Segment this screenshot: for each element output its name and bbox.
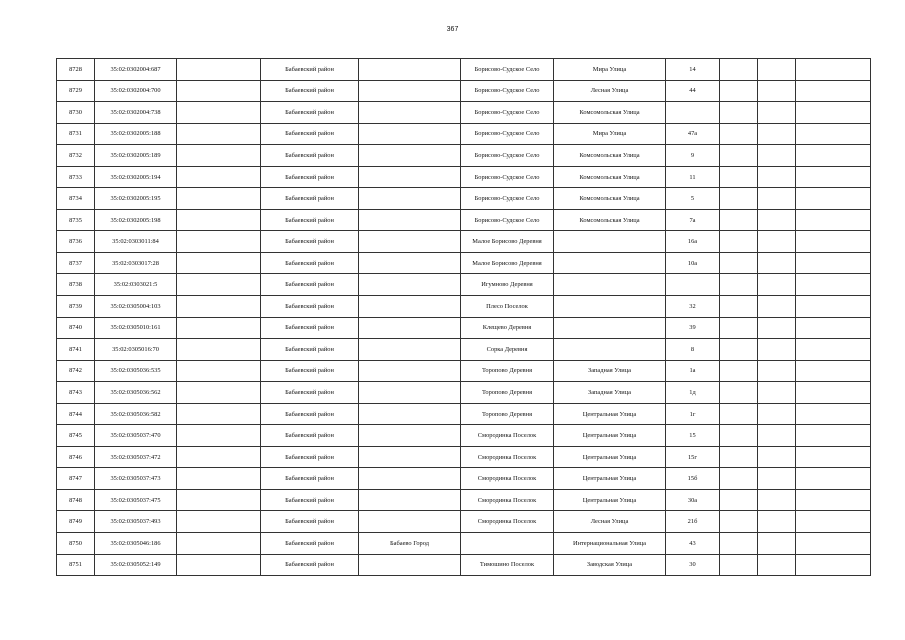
row-number-cell: 8750 — [57, 533, 95, 555]
house-number-cell: 47а — [666, 123, 720, 145]
cadastral-number-cell: 35:02:0302005:194 — [95, 166, 177, 188]
house-number-cell: 15 — [666, 425, 720, 447]
district-cell: Бабаевский район — [261, 382, 359, 404]
empty-cell — [177, 533, 261, 555]
street-cell: Западная Улица — [554, 382, 666, 404]
district-cell: Бабаевский район — [261, 296, 359, 318]
empty-cell — [758, 339, 796, 361]
empty-cell — [758, 489, 796, 511]
empty-cell — [796, 317, 871, 339]
row-number-cell: 8735 — [57, 209, 95, 231]
cadastral-number-cell: 35:02:0305037:493 — [95, 511, 177, 533]
empty-cell — [758, 166, 796, 188]
city-cell — [359, 145, 461, 167]
row-number-cell: 8739 — [57, 296, 95, 318]
empty-cell — [177, 468, 261, 490]
street-cell: Лесная Улица — [554, 511, 666, 533]
district-cell: Бабаевский район — [261, 102, 359, 124]
empty-cell — [720, 446, 758, 468]
empty-cell — [758, 102, 796, 124]
locality-cell: Малое Борисово Деревня — [461, 252, 554, 274]
cadastral-number-cell: 35:02:0305036:582 — [95, 403, 177, 425]
empty-cell — [796, 468, 871, 490]
empty-cell — [720, 511, 758, 533]
empty-cell — [720, 102, 758, 124]
district-cell: Бабаевский район — [261, 188, 359, 210]
locality-cell: Игумново Деревня — [461, 274, 554, 296]
locality-cell: Смородинка Поселок — [461, 468, 554, 490]
locality-cell: Смородинка Поселок — [461, 425, 554, 447]
empty-cell — [720, 145, 758, 167]
table-row — [57, 296, 871, 318]
district-cell: Бабаевский район — [261, 360, 359, 382]
empty-cell — [720, 209, 758, 231]
empty-cell — [720, 489, 758, 511]
city-cell — [359, 554, 461, 576]
city-cell — [359, 425, 461, 447]
district-cell: Бабаевский район — [261, 403, 359, 425]
table-row — [57, 252, 871, 274]
house-number-cell: 15б — [666, 468, 720, 490]
district-cell: Бабаевский район — [261, 274, 359, 296]
empty-cell — [758, 59, 796, 81]
empty-cell — [796, 188, 871, 210]
empty-cell — [758, 425, 796, 447]
empty-cell — [177, 188, 261, 210]
locality-cell: Смородинка Поселок — [461, 446, 554, 468]
empty-cell — [758, 468, 796, 490]
city-cell — [359, 403, 461, 425]
cadastral-number-cell: 35:02:0302005:195 — [95, 188, 177, 210]
locality-cell: Смородинка Поселок — [461, 489, 554, 511]
city-cell — [359, 209, 461, 231]
empty-cell — [796, 403, 871, 425]
cadastral-number-cell: 35:02:0302004:738 — [95, 102, 177, 124]
city-cell — [359, 166, 461, 188]
district-cell: Бабаевский район — [261, 339, 359, 361]
row-number-cell: 8749 — [57, 511, 95, 533]
row-number-cell: 8729 — [57, 80, 95, 102]
locality-cell — [461, 533, 554, 555]
empty-cell — [758, 554, 796, 576]
empty-cell — [177, 296, 261, 318]
empty-cell — [796, 209, 871, 231]
empty-cell — [177, 489, 261, 511]
house-number-cell: 7а — [666, 209, 720, 231]
empty-cell — [720, 274, 758, 296]
cadastral-number-cell: 35:02:0305037:470 — [95, 425, 177, 447]
street-cell: Интернациональная Улица — [554, 533, 666, 555]
locality-cell: Смородинка Поселок — [461, 511, 554, 533]
empty-cell — [720, 123, 758, 145]
locality-cell: Борисово-Судское Село — [461, 59, 554, 81]
street-cell: Комсомольская Улица — [554, 166, 666, 188]
empty-cell — [796, 446, 871, 468]
city-cell — [359, 360, 461, 382]
empty-cell — [796, 252, 871, 274]
empty-cell — [796, 360, 871, 382]
empty-cell — [758, 145, 796, 167]
street-cell: Центральная Улица — [554, 489, 666, 511]
row-number-cell: 8746 — [57, 446, 95, 468]
table-row — [57, 123, 871, 145]
empty-cell — [758, 382, 796, 404]
empty-cell — [758, 446, 796, 468]
street-cell: Мира Улица — [554, 123, 666, 145]
street-cell: Лесная Улица — [554, 80, 666, 102]
cadastral-number-cell: 35:02:0302004:687 — [95, 59, 177, 81]
table-row — [57, 446, 871, 468]
empty-cell — [796, 489, 871, 511]
empty-cell — [177, 425, 261, 447]
row-number-cell: 8736 — [57, 231, 95, 253]
registry-table — [56, 58, 871, 576]
empty-cell — [758, 274, 796, 296]
empty-cell — [177, 123, 261, 145]
empty-cell — [177, 274, 261, 296]
row-number-cell: 8731 — [57, 123, 95, 145]
street-cell: Западная Улица — [554, 360, 666, 382]
district-cell: Бабаевский район — [261, 446, 359, 468]
street-cell: Комсомольская Улица — [554, 188, 666, 210]
empty-cell — [720, 296, 758, 318]
table-row — [57, 382, 871, 404]
empty-cell — [720, 166, 758, 188]
house-number-cell: 1а — [666, 360, 720, 382]
cadastral-number-cell: 35:02:0302005:188 — [95, 123, 177, 145]
empty-cell — [796, 166, 871, 188]
empty-cell — [720, 80, 758, 102]
district-cell: Бабаевский район — [261, 317, 359, 339]
empty-cell — [177, 209, 261, 231]
house-number-cell: 16а — [666, 231, 720, 253]
table-row — [57, 425, 871, 447]
locality-cell: Торопово Деревня — [461, 403, 554, 425]
city-cell — [359, 252, 461, 274]
locality-cell: Тимошино Поселок — [461, 554, 554, 576]
city-cell: Бабаево Город — [359, 533, 461, 555]
empty-cell — [177, 59, 261, 81]
table-row — [57, 145, 871, 167]
house-number-cell: 15г — [666, 446, 720, 468]
city-cell — [359, 231, 461, 253]
row-number-cell: 8741 — [57, 339, 95, 361]
row-number-cell: 8733 — [57, 166, 95, 188]
empty-cell — [796, 382, 871, 404]
cadastral-number-cell: 35:02:0303017:28 — [95, 252, 177, 274]
empty-cell — [177, 360, 261, 382]
empty-cell — [177, 511, 261, 533]
empty-cell — [796, 511, 871, 533]
house-number-cell: 5 — [666, 188, 720, 210]
table-row — [57, 231, 871, 253]
district-cell: Бабаевский район — [261, 468, 359, 490]
house-number-cell: 39 — [666, 317, 720, 339]
empty-cell — [758, 317, 796, 339]
cadastral-number-cell: 35:02:0302004:700 — [95, 80, 177, 102]
empty-cell — [720, 533, 758, 555]
empty-cell — [177, 339, 261, 361]
street-cell — [554, 317, 666, 339]
street-cell: Заводская Улица — [554, 554, 666, 576]
empty-cell — [796, 80, 871, 102]
district-cell: Бабаевский район — [261, 209, 359, 231]
street-cell: Центральная Улица — [554, 446, 666, 468]
row-number-cell: 8742 — [57, 360, 95, 382]
district-cell: Бабаевский район — [261, 511, 359, 533]
empty-cell — [796, 425, 871, 447]
cadastral-number-cell: 35:02:0303011:84 — [95, 231, 177, 253]
empty-cell — [177, 80, 261, 102]
table-row — [57, 554, 871, 576]
house-number-cell: 10а — [666, 252, 720, 274]
empty-cell — [177, 166, 261, 188]
locality-cell: Борисово-Судское Село — [461, 188, 554, 210]
row-number-cell: 8744 — [57, 403, 95, 425]
row-number-cell: 8745 — [57, 425, 95, 447]
empty-cell — [758, 533, 796, 555]
table-row — [57, 489, 871, 511]
house-number-cell: 11 — [666, 166, 720, 188]
district-cell: Бабаевский район — [261, 231, 359, 253]
district-cell: Бабаевский район — [261, 554, 359, 576]
table-body — [57, 59, 871, 576]
district-cell: Бабаевский район — [261, 123, 359, 145]
locality-cell: Малое Борисово Деревня — [461, 231, 554, 253]
house-number-cell: 44 — [666, 80, 720, 102]
locality-cell: Борисово-Судское Село — [461, 209, 554, 231]
street-cell: Комсомольская Улица — [554, 102, 666, 124]
house-number-cell: 1г — [666, 403, 720, 425]
empty-cell — [758, 511, 796, 533]
empty-cell — [720, 317, 758, 339]
empty-cell — [758, 296, 796, 318]
empty-cell — [758, 123, 796, 145]
house-number-cell: 8 — [666, 339, 720, 361]
district-cell: Бабаевский район — [261, 533, 359, 555]
table-row — [57, 274, 871, 296]
table-row — [57, 511, 871, 533]
table-row — [57, 188, 871, 210]
locality-cell: Сорка Деревня — [461, 339, 554, 361]
table-row — [57, 166, 871, 188]
street-cell: Комсомольская Улица — [554, 209, 666, 231]
street-cell: Центральная Улица — [554, 468, 666, 490]
district-cell: Бабаевский район — [261, 425, 359, 447]
street-cell — [554, 296, 666, 318]
city-cell — [359, 382, 461, 404]
city-cell — [359, 339, 461, 361]
empty-cell — [796, 145, 871, 167]
empty-cell — [758, 252, 796, 274]
empty-cell — [796, 554, 871, 576]
empty-cell — [177, 446, 261, 468]
row-number-cell: 8728 — [57, 59, 95, 81]
table-row — [57, 102, 871, 124]
cadastral-number-cell: 35:02:0305037:472 — [95, 446, 177, 468]
cadastral-number-cell: 35:02:0305004:103 — [95, 296, 177, 318]
cadastral-number-cell: 35:02:0302005:189 — [95, 145, 177, 167]
empty-cell — [720, 403, 758, 425]
house-number-cell — [666, 102, 720, 124]
cadastral-number-cell: 35:02:0305036:562 — [95, 382, 177, 404]
empty-cell — [720, 360, 758, 382]
table-row — [57, 533, 871, 555]
row-number-cell: 8748 — [57, 489, 95, 511]
table-row — [57, 80, 871, 102]
street-cell — [554, 252, 666, 274]
row-number-cell: 8740 — [57, 317, 95, 339]
empty-cell — [177, 145, 261, 167]
street-cell — [554, 274, 666, 296]
house-number-cell: 21б — [666, 511, 720, 533]
cadastral-number-cell: 35:02:0305037:475 — [95, 489, 177, 511]
cadastral-number-cell: 35:02:0305036:535 — [95, 360, 177, 382]
district-cell: Бабаевский район — [261, 80, 359, 102]
locality-cell: Борисово-Судское Село — [461, 166, 554, 188]
empty-cell — [720, 59, 758, 81]
empty-cell — [720, 339, 758, 361]
empty-cell — [720, 382, 758, 404]
empty-cell — [720, 252, 758, 274]
empty-cell — [758, 231, 796, 253]
empty-cell — [796, 59, 871, 81]
cadastral-number-cell: 35:02:0302005:198 — [95, 209, 177, 231]
cadastral-number-cell: 35:02:0305037:473 — [95, 468, 177, 490]
table-row — [57, 339, 871, 361]
city-cell — [359, 59, 461, 81]
cadastral-number-cell: 35:02:0305016:70 — [95, 339, 177, 361]
locality-cell: Борисово-Судское Село — [461, 123, 554, 145]
house-number-cell: 30а — [666, 489, 720, 511]
empty-cell — [796, 296, 871, 318]
locality-cell: Борисово-Судское Село — [461, 102, 554, 124]
empty-cell — [720, 554, 758, 576]
row-number-cell: 8730 — [57, 102, 95, 124]
district-cell: Бабаевский район — [261, 145, 359, 167]
empty-cell — [796, 123, 871, 145]
house-number-cell — [666, 274, 720, 296]
empty-cell — [177, 554, 261, 576]
city-cell — [359, 511, 461, 533]
empty-cell — [177, 403, 261, 425]
city-cell — [359, 123, 461, 145]
row-number-cell: 8743 — [57, 382, 95, 404]
house-number-cell: 9 — [666, 145, 720, 167]
row-number-cell: 8734 — [57, 188, 95, 210]
city-cell — [359, 80, 461, 102]
page-number: 367 — [446, 26, 459, 33]
street-cell — [554, 339, 666, 361]
locality-cell: Борисово-Судское Село — [461, 80, 554, 102]
table-row — [57, 209, 871, 231]
street-cell — [554, 231, 666, 253]
cadastral-number-cell: 35:02:0303021:5 — [95, 274, 177, 296]
empty-cell — [720, 188, 758, 210]
street-cell: Центральная Улица — [554, 403, 666, 425]
table-row — [57, 317, 871, 339]
row-number-cell: 8732 — [57, 145, 95, 167]
city-cell — [359, 102, 461, 124]
row-number-cell: 8737 — [57, 252, 95, 274]
empty-cell — [177, 317, 261, 339]
empty-cell — [796, 533, 871, 555]
table-row — [57, 360, 871, 382]
city-cell — [359, 317, 461, 339]
empty-cell — [720, 425, 758, 447]
locality-cell: Борисово-Судское Село — [461, 145, 554, 167]
house-number-cell: 30 — [666, 554, 720, 576]
street-cell: Центральная Улица — [554, 425, 666, 447]
house-number-cell: 14 — [666, 59, 720, 81]
street-cell: Мира Улица — [554, 59, 666, 81]
empty-cell — [177, 382, 261, 404]
empty-cell — [796, 274, 871, 296]
row-number-cell: 8751 — [57, 554, 95, 576]
row-number-cell: 8738 — [57, 274, 95, 296]
locality-cell: Клещево Деревня — [461, 317, 554, 339]
empty-cell — [177, 102, 261, 124]
empty-cell — [758, 403, 796, 425]
city-cell — [359, 274, 461, 296]
empty-cell — [758, 360, 796, 382]
empty-cell — [758, 188, 796, 210]
empty-cell — [796, 231, 871, 253]
city-cell — [359, 489, 461, 511]
city-cell — [359, 296, 461, 318]
cadastral-number-cell: 35:02:0305052:149 — [95, 554, 177, 576]
house-number-cell: 43 — [666, 533, 720, 555]
empty-cell — [758, 209, 796, 231]
cadastral-number-cell: 35:02:0305010:161 — [95, 317, 177, 339]
locality-cell: Торопово Деревня — [461, 360, 554, 382]
empty-cell — [758, 80, 796, 102]
house-number-cell: 1д — [666, 382, 720, 404]
empty-cell — [796, 339, 871, 361]
table-row — [57, 59, 871, 81]
locality-cell: Плесо Поселок — [461, 296, 554, 318]
city-cell — [359, 188, 461, 210]
district-cell: Бабаевский район — [261, 166, 359, 188]
empty-cell — [796, 102, 871, 124]
district-cell: Бабаевский район — [261, 59, 359, 81]
table-row — [57, 468, 871, 490]
city-cell — [359, 468, 461, 490]
empty-cell — [720, 468, 758, 490]
empty-cell — [177, 231, 261, 253]
table-row — [57, 403, 871, 425]
row-number-cell: 8747 — [57, 468, 95, 490]
street-cell: Комсомольская Улица — [554, 145, 666, 167]
cadastral-number-cell: 35:02:0305046:186 — [95, 533, 177, 555]
district-cell: Бабаевский район — [261, 489, 359, 511]
house-number-cell: 32 — [666, 296, 720, 318]
empty-cell — [177, 252, 261, 274]
locality-cell: Торопово Деревня — [461, 382, 554, 404]
district-cell: Бабаевский район — [261, 252, 359, 274]
city-cell — [359, 446, 461, 468]
empty-cell — [720, 231, 758, 253]
